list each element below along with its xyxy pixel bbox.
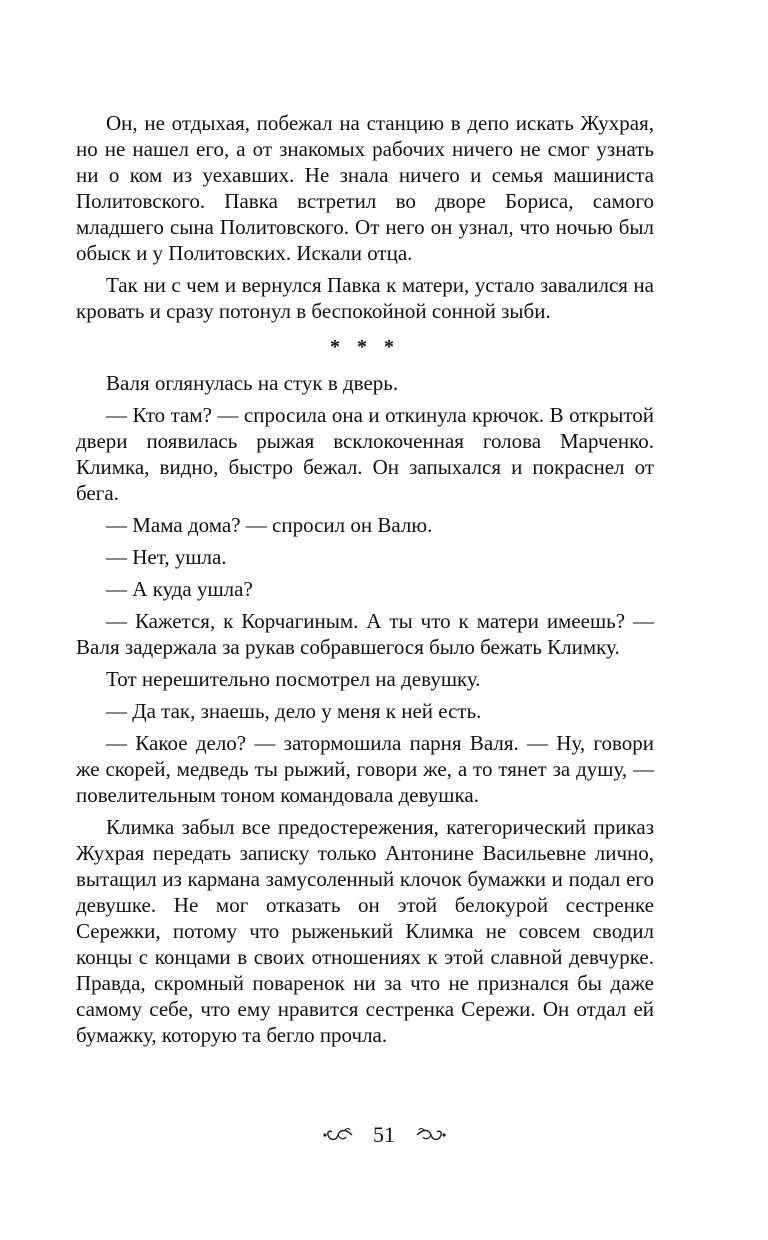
page-number: 51 <box>373 1121 395 1147</box>
paragraph: Он, не отдыхая, побежал на станцию в депо искать Жухрая, но не нашел его, а от знакомых рабочих ничего не смог узнать ни о ком из уехавших. Не знала ничего и семья машиниста Политовского. Павка встретил во дворе Бориса, самого младшего сына Политовского. От него он узнал, что ночью был обыск и у Политовских. Искали отца. <box>76 111 654 265</box>
paragraph: Тот нерешительно посмотрел на девушку. <box>106 667 481 691</box>
ornament-right-icon <box>415 1125 447 1145</box>
page-footer <box>0 1120 768 1148</box>
paragraph: Валя оглянулась на стук в дверь. <box>106 371 399 395</box>
paragraph: Так ни с чем и вернулся Павка к матери, устало завалился на кровать и сразу потонул в беспокойной сонной зыби. <box>76 273 654 323</box>
paragraph: — Какое дело? — затормошила парня Валя. — Ну, говори же скорей, медведь ты рыжий, говори же, а то тянет за душу, — повелительным тоном командовала девушка. <box>76 731 654 807</box>
paragraph: — Мама дома? — спросил он Валю. <box>106 513 433 537</box>
paragraph: — Кто там? — спросила она и откинула крючок. В открытой двери появилась рыжая всклокоченная голова Марченко. Климка, видно, быстро бежал. Он запыхался и покраснел от бега. <box>76 403 654 505</box>
ornament-left-icon <box>322 1125 354 1145</box>
paragraph: — А куда ушла? <box>106 577 253 601</box>
paragraph: Климка забыл все предостережения, категорический приказ Жухрая передать записку только Антонине Васильевне лично, вытащил из кармана замусоленный клочок бумажки и подал его девушке. Не мог отказать он этой белокурой сестренке Сережки, потому что рыженький Климка не совсем сводил концы с концами в своих отношениях к этой славной девчурке. Правда, скромный поваренок ни за что не признался бы даже самому себе, что ему нравится сестренка Сережи. Он отдал ей бумажку, которую та бегло прочла. <box>76 815 654 1047</box>
paragraph: — Нет, ушла. <box>106 545 227 569</box>
section-separator: * * * <box>330 336 400 358</box>
paragraph: — Кажется, к Корчагиным. А ты что к матери имеешь? — Валя задержала за рукав собравшегося было бежать Климку. <box>76 609 654 659</box>
paragraph: — Да так, знаешь, дело у меня к ней есть. <box>106 699 482 723</box>
page-body <box>76 110 654 1054</box>
